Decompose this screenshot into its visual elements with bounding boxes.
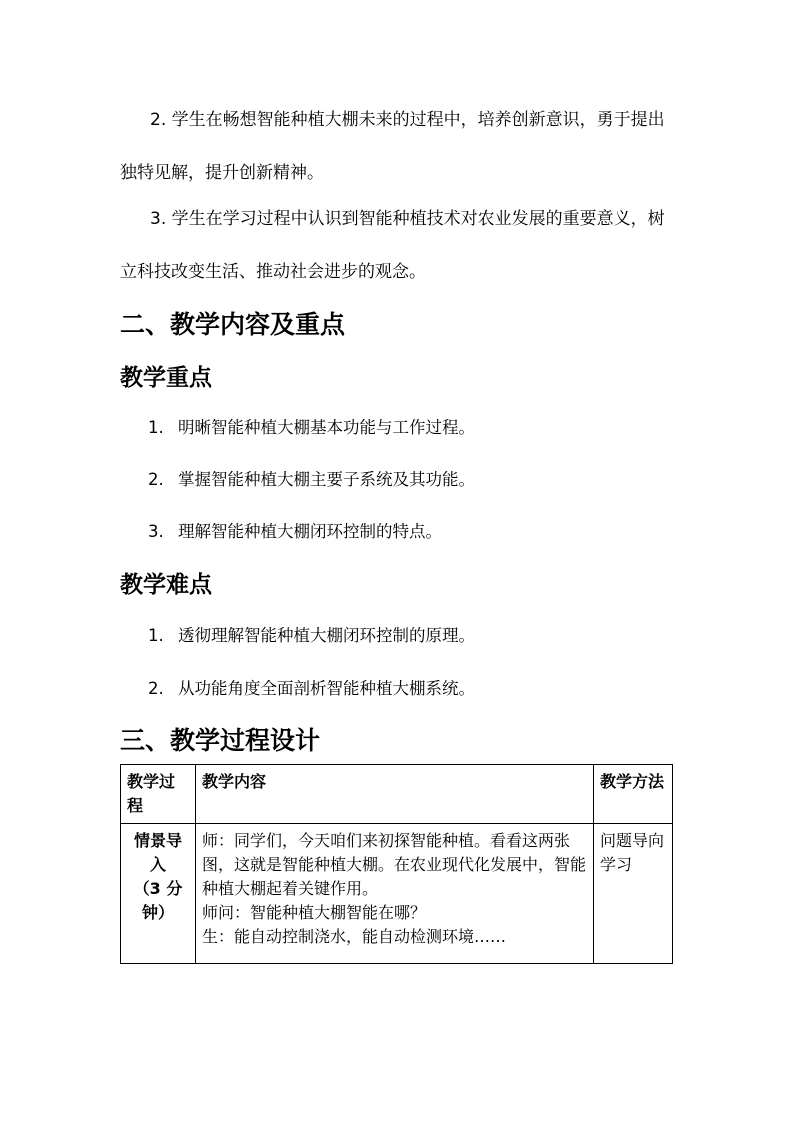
key-points-heading: 教学重点 <box>120 365 212 391</box>
lesson-process-table <box>120 764 673 964</box>
process-duration: （3 分钟） <box>133 879 183 922</box>
section-3-title: 三、教学过程设计 <box>120 726 321 755</box>
content-cell <box>196 824 594 964</box>
key-point-text: 理解智能种植大棚闭环控制的特点。 <box>178 522 442 541</box>
key-point-number: 3. <box>148 522 164 541</box>
key-point-number: 2. <box>148 470 164 489</box>
key-point-text: 明晰智能种植大棚基本功能与工作过程。 <box>178 418 475 437</box>
header-content: 教学内容 <box>196 765 594 824</box>
goal-item-3: 3. 学生在学习过程中认识到智能种植技术对农业发展的重要意义，树立科技改变生活、推动社会进步的观念。 <box>120 209 665 282</box>
difficult-point-number: 2. <box>148 679 164 698</box>
process-cell <box>121 824 196 964</box>
goal-item-2: 2. 学生在畅想智能种植大棚未来的过程中，培养创新意识，勇于提出独特见解，提升创新精神。 <box>120 110 665 183</box>
section-2-title: 二、教学内容及重点 <box>120 310 346 339</box>
header-method: 教学方法 <box>594 765 673 824</box>
key-point-2 <box>148 466 475 490</box>
key-point-3 <box>148 518 442 542</box>
content-line: 师：同学们，今天咱们来初探智能种植。看看这两张图，这就是智能种植大棚。在农业现代化发展中，智能种植大棚起着关键作用。 <box>202 831 587 898</box>
content-line: 师问：智能种植大棚智能在哪？ <box>202 903 427 922</box>
difficult-points-heading: 教学难点 <box>120 572 212 598</box>
key-point-number: 1. <box>148 418 164 437</box>
method-cell: 问题导向学习 <box>594 824 673 964</box>
difficult-point-text: 透彻理解智能种植大棚闭环控制的原理。 <box>178 626 475 645</box>
key-point-1 <box>148 414 475 438</box>
difficult-point-number: 1. <box>148 626 164 645</box>
difficult-point-2 <box>148 675 475 699</box>
header-process: 教学过程 <box>121 765 196 824</box>
difficult-point-text: 从功能角度全面剖析智能种植大棚系统。 <box>178 679 475 698</box>
table-header-row <box>121 765 673 824</box>
key-point-text: 掌握智能种植大棚主要子系统及其功能。 <box>178 470 475 489</box>
process-name: 情景导入 <box>133 831 182 874</box>
table-row <box>121 824 673 964</box>
content-line: 生：能自动控制浇水，能自动检测环境…… <box>202 927 507 946</box>
difficult-point-1 <box>148 622 475 646</box>
